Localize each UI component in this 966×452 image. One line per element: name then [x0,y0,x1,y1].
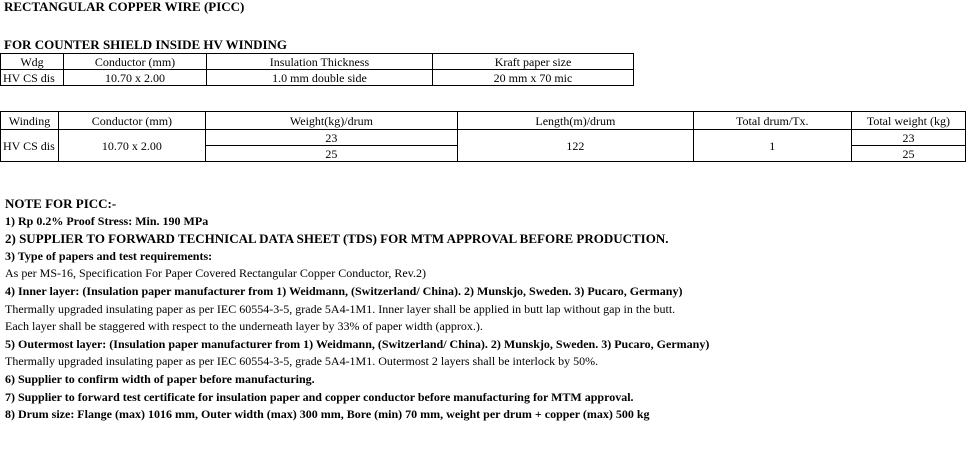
table-header-row [1,112,966,130]
cell-kraft-paper-size: 20 mm x 70 mic [433,70,634,86]
header-kraft-paper-size: Kraft paper size [433,54,634,70]
header-wdg: Wdg [1,54,64,70]
note-3-detail: As per MS-16, Specification For Paper Covered Rectangular Copper Conductor, Rev.2) [5,266,426,281]
cell-weight-top: 23 [205,130,457,146]
cell-weight-bottom: 25 [205,146,457,162]
section-subtitle: FOR COUNTER SHIELD INSIDE HV WINDING [4,37,288,52]
note-5-detail: Thermally upgraded insulating paper as per IEC 60554-3-5, grade 5A4-1M1. Outermost 2 layers shall be interlock by 50%. [5,354,599,369]
drum-weight-table [0,111,966,162]
table-row [1,130,966,146]
table-row [1,70,634,86]
cell-conductor: 10.70 x 2.00 [58,130,205,162]
document-title: RECTANGULAR COPPER WIRE (PICC) [4,0,245,14]
note-7: 7) Supplier to forward test certificate for insulation paper and copper conductor before manufacturing for MTM approval. [5,389,634,404]
cell-conductor: 10.70 x 2.00 [64,70,207,86]
header-insulation-thickness: Insulation Thickness [207,54,433,70]
header-length-per-drum: Length(m)/drum [458,112,694,130]
header-winding: Winding [1,112,59,130]
cell-wdg: HV CS dis [1,70,64,86]
note-6: 6) Supplier to confirm width of paper before manufacturing. [5,371,315,386]
table-header-row [1,54,634,70]
insulation-spec-table [0,53,634,86]
note-4-detail-1: Thermally upgraded insulating paper as per IEC 60554-3-5, grade 5A4-1M1. Inner layer shall be applied in butt lap without gap in the butt. [5,301,676,316]
cell-length: 122 [458,130,694,162]
note-1: 1) Rp 0.2% Proof Stress: Min. 190 MPa [5,213,209,228]
note-4-detail-2: Each layer shall be staggered with respect to the underneath layer by 33% of paper width (approx.). [5,319,483,334]
header-conductor: Conductor (mm) [64,54,207,70]
cell-total-weight-top: 23 [851,130,965,146]
note-4: 4) Inner layer: (Insulation paper manufacturer from 1) Weidmann, (Switzerland/ China). 2) Munskjo, Sweden. 3) Pucaro, Germany) [5,283,683,298]
cell-winding: HV CS dis [1,130,59,162]
notes-heading: NOTE FOR PICC:- [5,196,117,211]
note-5: 5) Outermost layer: (Insulation paper manufacturer from 1) Weidmann, (Switzerland/ China). 2) Munskjo, Sweden. 3) Pucaro, Germany) [5,336,710,351]
cell-total-drum: 1 [693,130,851,162]
note-8: 8) Drum size: Flange (max) 1016 mm, Outer width (max) 300 mm, Bore (min) 70 mm, weight per drum + copper (max) 500 kg [5,407,650,422]
notes-section [5,195,709,424]
cell-total-weight-bottom: 25 [851,146,965,162]
header-weight-per-drum: Weight(kg)/drum [205,112,457,130]
note-3: 3) Type of papers and test requirements: [5,248,213,263]
cell-insulation-thickness: 1.0 mm double side [207,70,433,86]
note-2: 2) SUPPLIER TO FORWARD TECHNICAL DATA SHEET (TDS) FOR MTM APPROVAL BEFORE PRODUCTION. [5,231,669,247]
header-conductor: Conductor (mm) [58,112,205,130]
header-total-drum: Total drum/Tx. [693,112,851,130]
header-total-weight: Total weight (kg) [851,112,965,130]
